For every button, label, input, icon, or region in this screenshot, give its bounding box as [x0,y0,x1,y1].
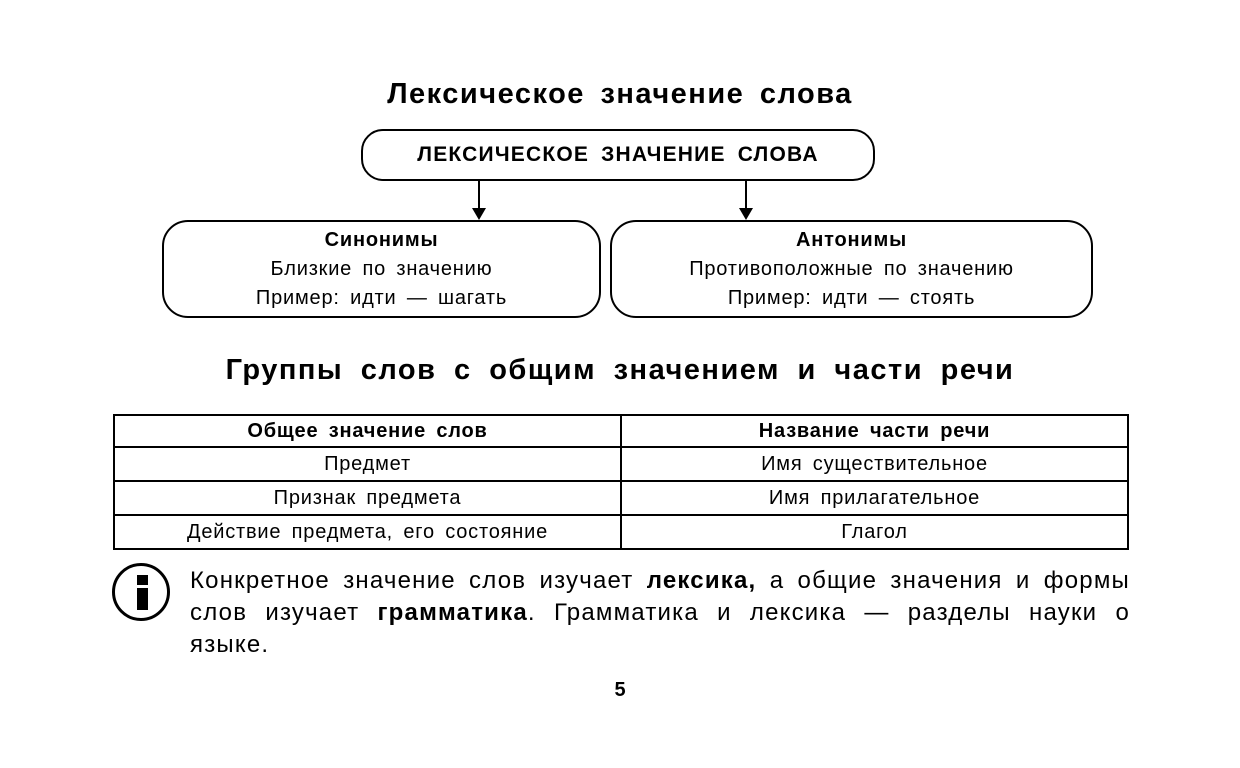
table-cell: Имя прилагательное [621,481,1128,515]
arrow-to-synonyms [478,181,480,218]
antonyms-box [610,220,1093,318]
arrow-to-antonyms [745,181,747,218]
section-title-word-groups: Группы слов с общим значением и части речи [225,354,1015,386]
synonyms-box [162,220,601,318]
table-row [114,515,1128,549]
table-cell: Имя существительное [621,447,1128,481]
synonyms-title: Синонимы [324,228,439,251]
diagram-root-box [361,129,875,181]
table-cell: Предмет [114,447,621,481]
table-header-row [114,415,1128,447]
info-note [190,565,1130,661]
synonyms-definition: Близкие по значению [270,257,493,280]
info-text-part-1: Конкретное значение слов изучает [190,567,647,594]
table-cell: Действие предмета, его состояние [114,515,621,549]
table-cell: Признак предмета [114,481,621,515]
table-row [114,447,1128,481]
diagram-root-label: ЛЕКСИЧЕСКОЕ ЗНАЧЕНИЕ СЛОВА [417,143,819,166]
table-header-cell: Название части речи [621,415,1128,447]
table-header-cell: Общее значение слов [114,415,621,447]
page-number: 5 [614,679,626,701]
antonyms-example: Пример: идти — стоять [727,286,976,309]
antonyms-definition: Противоположные по значению [689,257,1014,280]
antonyms-title: Антонимы [796,228,907,251]
info-term-lexics: лексика, [646,567,757,594]
info-text-part-3: . Грамматика и лексика — разделы науки о языке. [190,599,1131,658]
info-text-part-2: а общие значения и формы слов изучает [190,567,1130,626]
parts-of-speech-table [113,414,1129,550]
info-term-grammar: грамматика [377,599,528,626]
info-icon [112,563,170,621]
synonyms-example: Пример: идти — шагать [255,286,508,309]
table-cell: Глагол [621,515,1128,549]
section-title-lexical-meaning: Лексическое значение слова [387,78,853,110]
table-row [114,481,1128,515]
